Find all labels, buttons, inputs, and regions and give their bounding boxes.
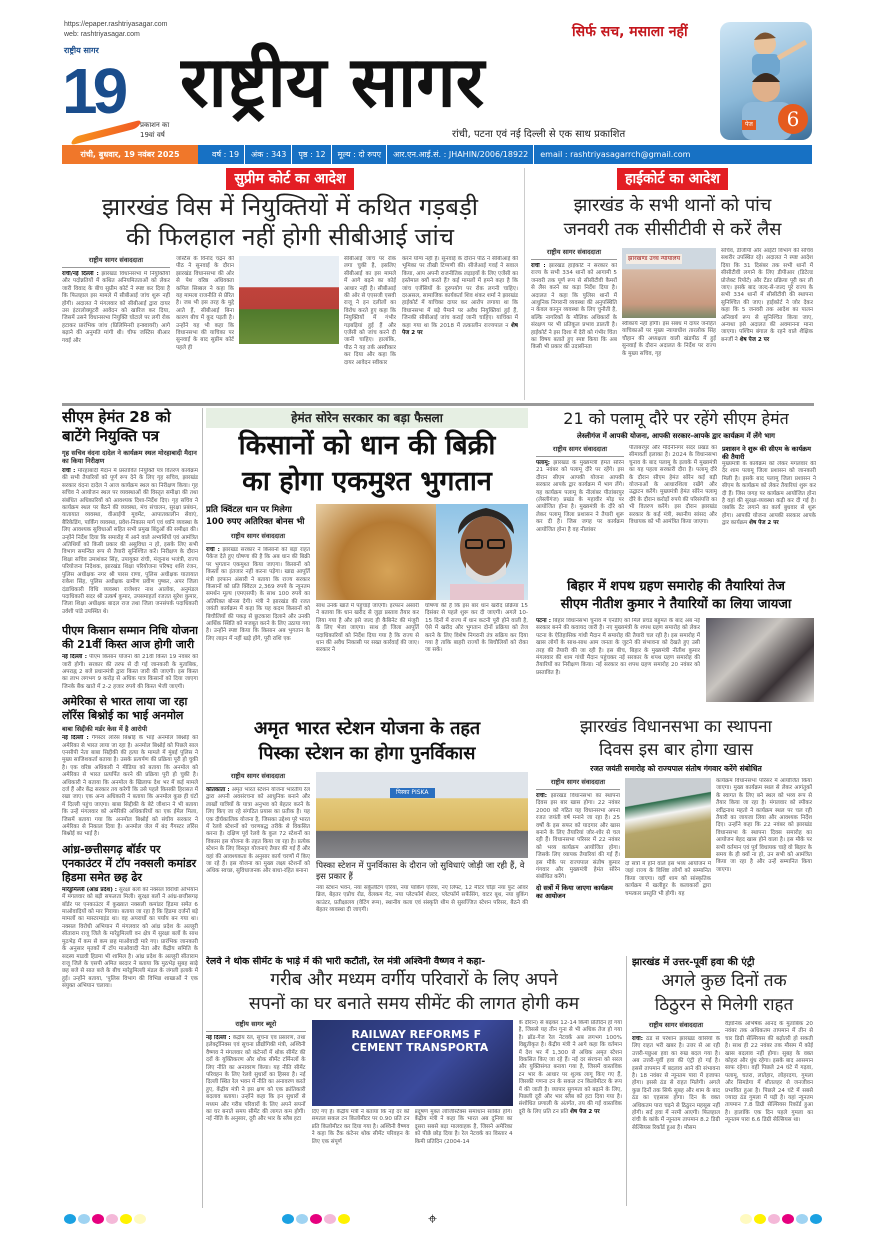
publication-cities: रांची, पटना एवं नई दिल्ली से एक साथ प्रकाशित — [452, 129, 626, 140]
dateline: नई दिल्ली : — [206, 1035, 231, 1041]
headline[interactable] — [206, 968, 622, 1016]
promo-page-tag: पेज — [742, 120, 756, 130]
headline-line-2: का होगा एकमुश्त भुगतान — [242, 466, 492, 497]
headline-line-2: सपनों का घर बनाते समय सीमेंट की लागत होगी कम — [248, 994, 580, 1014]
crosshair-registration-icon: ⌖ — [428, 1209, 438, 1228]
color-registration-right — [740, 1214, 822, 1224]
headline[interactable] — [536, 716, 816, 762]
dateline: रांची : — [206, 547, 220, 553]
headline[interactable]: पीएम किसान सम्मान निधि योजना की 21वीं किस्त आज होगी जारी — [62, 624, 198, 652]
byline: राष्ट्रीय सागर संवाददाता — [62, 256, 170, 268]
story-paddy-payment — [206, 408, 528, 712]
body-text-4: के दौरान) से बढ़कर 12-14 किमी प्रतिदिन हो गया है, जिससे यह तीन गुना से भी अधिक तेज हो गया है। ब्रॉड-गेज रेल नेटवर्क अब लगभग 100% विद्युतीकृत है। केंद्रीय मंत्री ने आगे कहा कि वर्तमान में देश भर में 1,300 से अधिक अमृत स्टेशन विकसित किए जा रहे हैं। नई दर संरचना को सरल और युक्तिसंगत बनाया गया है, जिसमें वास्तविक टन भार के आधार पर शुल्क लागू किए गए हैं, जिसकी गणना टन के सकल टन किलोमीटर के रूप में की जाती है। व्यापार सुगमता को बढ़ाने के लिए, पिछली दूरी और भार स्लैब को हटा दिया गया है। संशोधित प्रणाली के अंतर्गत, तय की गई वास्तविक दूरी के लिए प्रति टन प्रति — [518, 1020, 622, 1115]
dateline: रांची : — [531, 263, 546, 269]
magenta-dot-icon — [782, 1214, 794, 1224]
promo-page-number: 6 — [778, 104, 808, 134]
headline-line-1: झारखंड विधानसभा का स्थापना — [580, 717, 772, 737]
banner-line-1: RAILWAY REFORMS F — [351, 1028, 482, 1041]
subhead: रजत जयंती समारोह को राज्यपाल संतोष गंगवार करेंगे संबोधित — [590, 764, 762, 773]
headline[interactable]: अमेरिका से भारत लाया जा रहा लॉरेंस बिश्नोई का भाई अनमोल — [62, 695, 188, 723]
issue-date: रांची, बुधवार, 19 नवंबर 2025 — [62, 145, 198, 164]
column-4 — [519, 1020, 622, 1202]
light-cyan-dot-icon — [296, 1214, 308, 1224]
dateline: रांची: — [632, 1036, 643, 1042]
continued-link[interactable]: शेष पेज 2 पर — [749, 520, 779, 527]
dateline: मारेडुमिल्ली (आंध्र प्रदेश) : — [62, 886, 118, 893]
column-2: दो सत्रों में होने वाले इस भव्य आयोजन में जहां राज्य के विशिष्ट लोगों को सम्मानित किया जाएगा। वहीं शाम को सांस्कृतिक कार्यक्रम में खलीहुर के कलाकारों द्वारा चमत्कार प्रस्तुति भी होगी। यह — [625, 861, 711, 897]
web-url[interactable]: web: rashtriyasagar.com — [64, 31, 140, 38]
story-piska-station — [206, 716, 528, 952]
continued-link[interactable]: शेष पेज 2 पर — [570, 1108, 600, 1115]
column-subhead: दो सत्रों में किया जाएगा कार्यक्रम का आयोजन — [536, 883, 613, 900]
dateline: पटना : — [536, 618, 551, 624]
story-cm-appointment-letters — [62, 408, 198, 616]
story-anmol-bishnoi — [62, 695, 198, 839]
headline[interactable] — [206, 428, 528, 500]
dateline: कौतकाता : — [206, 787, 230, 793]
column-subhead: प्रशासन ने शुरू की सीएम के कार्यक्रम की तैयारी — [722, 445, 812, 461]
column-3: सीबीआई जांच पर रोक लगा चुकी है, इसलिए सीबीआई का इस मामले में आगे बढ़ने का कोई आधार नहीं है। सीबीआई की ओर से एएसजी एसवी राजू ने इन दलीलों का विरोध करते हुए कहा कि नियुक्तियों में गंभीर गड़बड़ियां हुई हैं और एजेंसी को जांच करने दी जानी चाहिए। हालांकि, पीठ ने यह तर्क अस्वीकार कर दिया और कहा कि दायर आवेदन स्वीकार — [344, 256, 396, 366]
issue-year: वर्ष : 19 — [212, 145, 245, 164]
light-yellow-dot-icon — [134, 1214, 146, 1224]
column-2: जस्टिस के विनोद चंद्रन की पीठ ने सुनवाई के दौरान झारखंड विधानसभा की ओर से पेश वरिष्ठ अधिवक्ता कपिल सिब्बल ने कहा कि यह मामला राजनीति से प्रेरित है। जब भी इस तरह के मुद्दे आते हैं, सीबीआई बिना कारण बीच में कूद पड़ती है। उन्होंने यह भी कहा कि विधानसभा की याचिका पर सुनवाई के बाद सुप्रीम कोर्ट पहले ही — [176, 256, 234, 351]
headline-line-1: अगले कुछ दिनों तक — [661, 971, 787, 991]
headline-line-2: पिस्का स्टेशन का होगा पुनर्विकास — [258, 743, 476, 764]
caption-body: नया स्टेशन भवन, नया सर्कुलेटिंग एरिया, नया पार्किंग एरिया, नए लिफ्ट, 12 मीटर चौड़ा नया फुट ओवर ब्रिज, बेहतर एप्रोच रोड, वेलकम गेट, नया प्लेटफॉर्म शेल्टर, प्लेटफॉर्म सर्फेसिंग, वाटर बूथ, नया बुकिंग काउंटर, प्रतीक्षालय (वेटिंग रूम), स्थानीय कला एवं संस्कृति थीम से सुसज्जित स्टेशन परिसर, बैठने की बेहतर व्यवस्था दी जाएगी। — [316, 885, 528, 914]
anniversary-text-1: प्रकाशन का — [140, 121, 170, 129]
magenta-dot-icon — [310, 1214, 322, 1224]
assembly-venue-photo — [625, 778, 711, 858]
body-text-3: सचिव, डीजीपी और आईटी विभाग की सचिव सशरीर उपस्थित रहे। अदालत ने स्पष्ट आदेश दिया कि 31 दिसंबर तक सभी थानों में सीसीटीवी लगाने के लिए डीपीआर (डिटेल्ड प्रोजेक्ट रिपोर्ट) और टेंडर प्रक्रिया पूरी कर ली जाए। इसके बाद जल्द-से-जल्द पूरे राज्य के सभी 334 थानों में सीसीटीवी की स्थापना सुनिश्चित की जाए। हाईकोर्ट ने जोर देकर कहा कि 5 जनवरी तक आदेश का पालन अनिवार्य रूप से सुनिश्चित किया जाए, अन्यथा इसे अदालत की अवमानना माना जाएगा। पश्चिम बंगाल के रहने वाले शैक्षिक बनर्जी ने — [721, 248, 813, 343]
banner-line-2: CEMENT TRANSPORTA — [351, 1041, 489, 1054]
story-bihar-oath — [536, 578, 816, 712]
light-magenta-dot-icon — [324, 1214, 336, 1224]
byline: राष्ट्रीय सागर संवाददाता — [632, 1021, 720, 1033]
dateline: पलामू: — [536, 460, 551, 466]
body-text: झारखंड हाईकोर्ट ने सरकार को राज्य के सभी 334 थानों को आगामी 5 जनवरी तक पूर्ण रूप से सीसीटीवी कैमरों से लैस करने का कड़ा निर्देश दिया है। अदालत ने कहा कि पुलिस थानों में आधुनिक निगरानी व्यवस्था की अनुपस्थिति न केवल कानून व्यवस्था के लिए चुनौती है, बल्कि नागरिकों के मौलिक अधिकारों के संरक्षण पर भी प्रतिकूल प्रभाव डालती है। हाईकोर्ट ने इस दिशा में देरी को गंभीर चिंता का विषय बताते हुए स्पष्ट किया कि अब किसी भी प्रकार की उदासीनता — [531, 263, 617, 351]
page-count: पृष्ठ : 12 — [298, 145, 331, 164]
headline-line-2: ठिठुरन से मिलेगी राहत — [654, 995, 794, 1015]
headline-line-2: की फिलहाल नहीं होगी सीबीआई जांच — [126, 223, 454, 251]
body-text: झारखंड सरकार ने किसानों को बड़ा राहत पैकेज देते हुए घोषणा की है कि अब धान की बिक्री पर भुगतान एकमुश्त किया जाएगा। किसानों को किस्तों का इंतजार नहीं करना पड़ेगा। खाद्य आपूर्ति मंत्री इरफान अंसारी ने बताया कि राज्य सरकार किसानों को प्रति क्विंटल 2,369 रुपये के न्यूनतम समर्थन मूल्य (एमएसपी) के साथ 100 रुपये का अतिरिक्त बोनस देगी। मंत्री ने झारखंड की रजत जयंती कार्यक्रम में कहा कि यह कदम किसानों को बिचौलियों की पकड़ से छुटकारा दिलाने और उनकी आर्थिक स्थिति को मजबूत करने के लिए उठाया गया है। उन्होंने स्पष्ट किया कि किसान अब भुगतान के लिए लाइन में नहीं खड़े होंगे, पूरी राशि एक — [206, 547, 310, 642]
headline[interactable]: आंध्र-छत्तीसगढ़ बॉर्डर पर एनकाउंटर में टॉप नक्सली कमांडर हिडमा समेत छह ढेर — [62, 842, 197, 884]
column-divider — [626, 956, 627, 1206]
header-urls — [64, 20, 168, 40]
column-3: घोषणा की है कि इस बार धान खरीद प्रक्रिया 15 दिसंबर से पहले शुरू कर दी जाएगी। अगले 10-15 दिनों में राज्य में धान कटनी पूरी होने वाली है, ऐसे में खरीद और भुगतान दोनों प्रक्रिया को तेज करने के लिए विशेष निगरानी तंत्र सक्रिय कर दिया गया है ताकि बाहरी राज्यों के बिचौलियों को रोका जा सके। — [425, 603, 528, 654]
byline: राष्ट्रीय सागर संवाददाता — [536, 778, 620, 790]
yellow-dot-icon — [338, 1214, 350, 1224]
section-label: हाईकोर्ट का आदेश — [617, 168, 728, 190]
left-column — [62, 408, 198, 1208]
cyan-dot-icon — [282, 1214, 294, 1224]
rni-number: आर.एन.आई.सं. : JHAHIN/2006/18922 — [393, 145, 534, 164]
headline-line-1: झारखंड विस में नियुक्तियों में कथित गड़बड़ी — [101, 193, 479, 221]
story-cement-freight — [206, 956, 622, 1206]
piska-station-photo — [316, 772, 528, 858]
kicker: रेलवे ने थोक सीमेंट के भाड़े में की भारी कटौती, रेल मंत्री अश्विनी वैष्णव ने कहा- — [206, 956, 486, 967]
headline-line-2: दिवस इस बार होगा खास — [598, 740, 754, 760]
headline[interactable]: सीएम हेमंत 28 को बाटेंगे नियुक्ति पत्र — [62, 408, 171, 445]
dateline: नई दिल्ली : — [62, 735, 89, 742]
body-text-3: मुख्यमंत्री के कार्यक्रम को लेकर मंगलवार की देर शाम पलामू जिला प्रशासन को जानकारी मिली है। इसके बाद पलामू जिला प्रशासन ने सीएम के कार्यक्रम को लेकर तैयारियां शुरू कर दी हैं। जिस जगह पर कार्यक्रम आयोजित होना है वहां की सुरक्षा-व्यवस्था कड़ी कर दी गई है। जबकि टेंट लगाने का कार्य बुधवार से शुरू होगा। आपकी योजना आपकी सरकार आपके द्वार कार्यक्रम — [722, 461, 816, 527]
dateline: रांची/नई दिल्ली : — [62, 271, 99, 277]
story-palamu-visit — [536, 408, 816, 574]
column-2: वैज्ञानिक अभिषेक आनंद के मुताबिक 20 नवंबर तक अधिकतम तापमान में तीन से चार डिग्री सेल्सियस की बढ़ोतरी हो सकती है। साथ ही 22 नवंबर तक मौसम में कोई खास बदलाव नहीं होगा। सुबह के वक्त कोहरा और धुंध रहेगा। इसके बाद आसमान साफ रहेगा। वहीं पिछले 24 घंटे में गढ़वा, पलामू, चतरा, लातेहार, लोहरदगा, गुमला और सिमडेगा में शीतलहर से जनजीवन प्रभावित हुआ है। पिछले 24 घंटे में सबसे ज्यादा ठंड गुमला में पड़ी है। यहां न्यूनतम तापमान 7.8 डिग्री सेल्सियस रिकॉर्ड हुआ है। हालांकि एक दिन पहले गुमला का न्यूनतम पारा 6.6 डिग्री सेल्सियस था। — [725, 1021, 813, 1124]
yellow-dot-icon — [754, 1214, 766, 1224]
kicker: झारखंड में उत्तर-पूर्वी हवा की एंट्री — [632, 957, 755, 968]
color-registration-center-left — [282, 1214, 350, 1224]
tagline: सिर्फ सच, मसाला नहीं — [572, 24, 688, 40]
headline-line-2: जनवरी तक सीसीटीवी से करें लैस — [563, 219, 782, 240]
anniversary-number: 19 — [62, 55, 124, 127]
high-court-photo — [622, 248, 716, 318]
headline-line-1: गरीब और मध्यम वर्गीय परिवारों के लिए अपने — [270, 970, 558, 990]
headline-line-2: सीएम नीतीश कुमार ने तैयारियों का लिया जायजा — [560, 597, 792, 612]
headline-line-1: बिहार में शपथ ग्रहण समारोह की तैयारियां तेज — [567, 579, 785, 594]
body-text: सुरक्षा बलों को नक्सल विरोधी अभियान में मंगलवार को बड़ी सफलता मिली। सुरक्षा बलों ने आंध्र-छत्तीसगढ़ बॉर्डर पर एनकाउंटर में कुख्यात नक्सली कमांडर हिडमा समेत 6 माओवादियों को मार गिराया। बताया जा रहा है कि हिडमा दर्जनों बड़े मामलों का मास्टरमाइंड था। वह अपराधों का पर्याय बन गया था। नक्सल विरोधी अभियान में मंगलवार को आंध्र प्रदेश के अल्लूरी सीताराम राजू जिले के मारेडुमिल्ली वन क्षेत्र में सुरक्षा बलों के साथ मुठभेड़ में कम से कम छह माओवादी मारे गए। प्रारंभिक जानकारी के अनुसार मृतकों में टॉप माओवादी नेता और केंद्रीय समिति के सदस्य माडवी हिडमा भी शामिल है। आंध्र प्रदेश के अल्लूरी सीताराम राजू जिले के एसपी अमित बरदार ने बताया कि मुठभेड़ सुबह साढ़े छह बजे से सात बजे के बीच मारेडुमिल्ली मंडल के जंगली इलाके में हुई। उन्होंने बताया, 'पुलिस विभाग की विभिन्न शाखाओं ने एक संयुक्त अभियान चलाया। — [62, 886, 198, 990]
column-3 — [721, 248, 813, 396]
railway-event-photo — [312, 1020, 513, 1106]
headline-line-1: अमृत भारत स्टेशन योजना के तहत — [253, 718, 481, 739]
light-magenta-dot-icon — [106, 1214, 118, 1224]
paddy-grain-photo — [316, 504, 436, 600]
headline-line-1: झारखंड के सभी थानों को पांच — [573, 195, 772, 216]
light-yellow-dot-icon — [740, 1214, 752, 1224]
continued-link[interactable]: शेष पेज 2 पर — [739, 336, 770, 343]
body-text: अमृत भारत स्टेशन योजना भारतीय रेल द्वारा अपनी अवसंरचना को आधुनिक बनाने और लाखों यात्रियों के यात्रा अनुभव को बेहतर करने के लिए किए जा रहे संगठित प्रयास का प्रतीक है। यह एक दीर्घकालिक योजना है, जिसका उद्देश्य पूरे भारत में रेलवे स्टेशनों को चरणबद्ध तरीके से विकसित करना है। दक्षिण पूर्व रेलवे के कुल 72 स्टेशनों का विकास इस योजना के तहत किया जा रहा है। प्रत्येक स्टेशन के लिए विस्तृत योजनाएं तैयार की गई हैं और वहां की आवश्यकता के अनुसार कार्य चरणों में किए जा रहे हैं। इस योजना का मुख्य लक्ष्य स्टेशनों को अधिक स्वच्छ, सुविधाजनक और बाधा-रहित बनाना — [206, 787, 310, 875]
headline[interactable]: 21 को पलामू दौरे पर रहेंगे सीएम हेमंत — [563, 409, 789, 428]
story-hidma-encounter — [62, 843, 198, 991]
column-2: दिए गए हैं। केंद्रीय मंत्री ने बताया कि नई दर को समतल सकल टन किलोमीटर पर 0.90 प्रति टन प्रति किलोमीटर कर दिया गया है। अश्विनी वैष्णव ने कहा कि टैंक कंटेनर थोक सीमेंट परिवहन के लिए एक संपूर्ण — [311, 1109, 410, 1145]
kicker: हेमंत सोरेन सरकार का बड़ा फैसला — [206, 408, 528, 428]
column-2: साथ उनके खाते में पहुंचाई जाएगी। इरफान अंसारी ने बताया कि धान खरीद से जुड़ा प्रस्ताव तैयार कर लिया गया है और इसे जल्द ही कैबिनेट की मंजूरी के लिए भेजा जाएगा। साथ ही जिला आपूर्ति पदाधिकारियों को निर्देश दिया गया है कि राज्य से धान की अवैध निकासी पर सख्त कार्रवाई की जाए। सरकार ने — [316, 603, 419, 654]
body-text: झारखंड विधानसभा में नियुक्तियों और पदोन्नतियों में कथित अनियमितताओं को लेकर जारी विवाद के बीच सुप्रीम कोर्ट ने स्पष्ट कर दिया है कि फिलहाल इस मामले में सीबीआई जांच शुरू नहीं होगी। अदालत ने मंगलवार को सीबीआई द्वारा दायर उस इंटरलोक्यूटरी आवेदन को खारिज कर दिया, जिसमें उसने विधानसभा नियुक्ति घोटाले पर लगी रोक हटाकर प्रारंभिक जांच (प्रिलिमिनरी इन्क्वायरी) आगे बढ़ाने की अनुमति मांगी थी। चीफ जस्टिस बीआर गवई और — [62, 271, 170, 344]
yellow-dot-icon — [120, 1214, 132, 1224]
column-4 — [402, 256, 518, 396]
body-text: झारखंड के मुख्यमंत्री हेमंत सोरेन 21 नवंबर को पलामू दौरे पर रहेंगे। इस दौरान सीएम आपकी योजना आपकी सरकार आपके द्वार कार्यक्रम में भाग लेंगे। यह कार्यक्रम पलामू के नीलांबर पीतांबरपुर (लेस्लीगंज) प्रखंड के महावीर मोड़ पर आयोजित होना है। मुख्यमंत्री के दौरे को लेकर पलामू जिला प्रशासन ने तैयारी शुरू कर दी है। जिस जगह पर कार्यक्रम आयोजित होना है वह नीलांबर — [536, 460, 624, 533]
story-weather — [632, 956, 816, 1206]
continued-link[interactable]: शेष पेज 2 पर — [402, 322, 518, 337]
byline: राष्ट्रीय सागर संवाददाता — [206, 532, 310, 544]
hemant-soren-photo — [436, 504, 528, 600]
anniversary-logo — [62, 44, 174, 144]
station-sign: पिस्का PISKA — [390, 788, 435, 798]
anniversary-text — [140, 120, 169, 140]
body-text: झारखंड विधानसभा का स्थापना दिवस इस बार खास होगा। 22 नवंबर 2000 को गठित यह विधानसभा अपना रजत जयंती वर्ष मनाने जा रहा है। 25 वर्षों के इस सफर को यादगार और खास बनाने के लिए तैयारियां जोर-शोर से चल रही हैं। विधानसभा परिसर में 22 नवंबर को भव्य कार्यक्रम आयोजित होगा। जिसके लिए व्यापक तैयारियां की गई हैं। इस मौके पर राज्यपाल संतोष कुमार गंगवार और मुख्यमंत्री हेमंत सोरेन संबोधित करेंगे। — [536, 793, 620, 881]
body-text: पीएम किसान योजना की 21वीं किस्त 19 नवंबर को जारी होगी। सरकार की तरफ से दी गई जानकारी के मुताबिक, अपराह्न 2 बजे प्रधानमंत्री द्वारा किस्त जारी की जाएगी। इस किस्त का लाभ लगभग 9 करोड़ से अधिक पात्र किसानों को दिया जाएगा जिनके बैंक खाते में 2-2 हजार रुपये की किस्त भेजी जाएगी। — [62, 654, 198, 690]
story-assembly-foundation-day — [536, 716, 816, 952]
dateline: रांची : — [62, 468, 76, 474]
body-text: बिहार विधानसभा चुनाव में एनडीए को मिले प्रचंड बहुमत के बाद अब नई सरकार बनने की कवायद जारी है। नए मुख्यमंत्री के शपथ ग्रहण समारोह को लेकर पटना के ऐतिहासिक गांधी मैदान में समारोह की तैयारी चल रही है। इस समारोह में खास लोगों के साथ-साथ आम जनता के जुटने की संभावना को देखते हुए उसी तरह की तैयारी की जा रही है। इस बीच, बिहार के मुख्यमंत्री नीतीश कुमार मंगलवार की शाम गांधी मैदान पहुंचकर नई सरकार के शपथ ग्रहण समारोह की तैयारियों का निरीक्षण किया। नई सरकार का शपथ ग्रहण समारोह 20 नवंबर को प्रस्तावित है। — [536, 618, 700, 676]
person-portrait-icon — [436, 504, 528, 600]
cyan-dot-icon — [810, 1214, 822, 1224]
section-label: सुप्रीम कोर्ट का आदेश — [226, 168, 353, 190]
promo-box-page-6[interactable] — [720, 22, 812, 140]
subhead: लेस्लीगंज में आपकी योजना, आपकी सरकार-आपके द्वार कार्यक्रम में लेंगे भाग — [577, 432, 775, 440]
photo-sign-text: झारखण्ड उच्च न्यायालय — [628, 255, 681, 262]
column-1 — [62, 256, 170, 396]
event-banner — [352, 1028, 489, 1054]
column-2: स्वीकार्य नहीं होगी। इस संबंध में दायर जनहित याचिकाओं पर मुख्य न्यायाधीश तारलोक सिंह चौहान की अध्यक्षता वाली खंडपीठ में हुई सुनवाई के दौरान अदालत के निर्देश पर राज्य के मुख्य सचिव, गृह — [622, 321, 716, 357]
subhead: प्रति क्विंटल धान पर मिलेगा 100 रुपए अतिरिक्त बोनस भी — [206, 505, 305, 527]
headline[interactable] — [536, 578, 816, 614]
body-text: केंद्रीय रेल, सूचना एवं प्रसारण, तथा इलेक्ट्रॉनिक्स एवं सूचना प्रौद्योगिकी मंत्री, अश्विनी वैष्णव ने मंगलवार को कंटेनरों में थोक सीमेंट की दरों के युक्तिकरण और थोक सीमेंट टर्मिनलों के लिए नीति का अनावरण किया। यह नीति सीमेंट परिवहन के लिए रेलवे सुधारों का हिस्सा है। नई दिल्ली स्थित रेल भवन में नीति का अनावरण करते हुए, केंद्रीय मंत्री ने इस क्षण को एक क्रांतिकारी बदलाव बताया। उन्होंने कहा कि इन सुधारों से मध्यम और गरीब परिवारों के लिए अपने सपनों का घर बनाते समय सीमेंट की लागत कम होगी। नई नीति के अनुसार, दूरी और भार के स्लैब हटा — [206, 1035, 306, 1123]
magenta-dot-icon — [92, 1214, 104, 1224]
headline[interactable] — [206, 716, 528, 766]
anniversary-text-2: 19वां वर्ष — [140, 131, 165, 139]
subhead: गृह सचिव वंदना दादेल ने कार्यक्रम स्थल मोरहाबादी मैदान का किया निरीक्षण — [62, 449, 197, 465]
byline: राष्ट्रीय सागर ब्यूरो — [206, 1020, 306, 1032]
masthead: राष्ट्रीय सागर — [180, 41, 485, 123]
body-text: गैंगस्टर लॉरेंस बिश्नोई के भाई अनमोल बिश्नोई को अमेरिका से भारत लाया जा रहा है। अनमोल बिश्नोई को पिछले साल एनसीपी नेता बाबा सिद्दीकी की हत्या के मामले में मुंबई पुलिस ने मुख्य साजिशकर्ता बताया है। उसके प्रत्यर्पण की प्रक्रिया पूरी हो चुकी है। एक वरिष्ठ अधिकारी ने मीडिया को बताया कि अनमोल को अमेरिका से भारत प्रत्यर्पित करने की प्रक्रिया पूरी हो चुकी है। अधिकारी ने बताया कि अनमोल के खिलाफ देश भर में कई मामले दर्ज हैं और केंद्र सरकार तय करेगी कि उसे पहले किसकी हिरासत में रखा जाए। एक अन्य अधिकारी ने बताया कि अनमोल कुछ ही घंटों में दिल्ली पहुंच जाएगा। बाबा सिद्दीकी के बेटे जीशान ने भी बताया कि उन्हें मंगलवार को अमेरिकी अधिकारियों का एक ईमेल मिला, जिसमें बताया गया कि अनमोल बिश्नोई को संघीय सरकार ने अमेरिका से निकाल दिया है। अनमोल जेल में बंद गैंगस्टर लॉरेंस बिश्नोई का भाई है। — [62, 735, 198, 838]
headline[interactable] — [632, 969, 816, 1017]
issue-meta — [198, 145, 812, 164]
body-text-4: करने योग्य नहीं है। सुनवाई के दौरान पीठ ने सीबीआई की भूमिका पर तीखी टिप्पणी की। सीजेआई गवई ने सवाल किया, आप अपनी राजनीतिक लड़ाइयों के लिए एजेंसी का इस्तेमाल क्यों करते हैं? कई मामलों में हमने कहा है कि जांच एजेंसियों के दुरुपयोग पर रोक लगनी चाहिए। दरअसल, सामाजिक कार्यकर्ता शिव शंकर शर्मा ने झारखंड हाईकोर्ट में याचिका दायर कर आरोप लगाया था कि विधानसभा में बड़े पैमाने पर अवैध नियुक्तियां हुई हैं, जिनकी सीबीआई जांच कराई जानी चाहिए। याचिका में कहा गया था कि 2018 में तत्कालीन राज्यपाल न — [402, 256, 518, 329]
byline: राष्ट्रीय सागर संवाददाता — [536, 445, 624, 457]
color-registration-left — [64, 1214, 146, 1224]
body-text: ठंड से परेशान झारखंड वासियों के लिए राहत भरी खबर है। उत्तर से आ रही उत्तरी-पछुआ हवा का रुख बदल गया है। अब उत्तरी-पूर्वी हवा की एंट्री हो गई है। इससे तापमान में बदलाव आने की संभावना है। 18 नवंबर से न्यूनतम पारा में इजाफा होगा। इससे ठंड से राहत मिलेगी। अगले कुछ दिनों तक सिर्फ सुबह और शाम के बाद ठंड का एहसास होगा। दिन के वक्त अधिकतम पारा चढ़ने से ठिठुरन महसूस नहीं होगी। सर्द हवा में नरमी आएगी। फिलहाल रांची के कांके में न्यूनतम तापमान 8.2 डिग्री सेल्सियस रिकॉर्ड हुआ है। मौसम — [632, 1036, 720, 1131]
body-text: मोरहाबादी मैदान में प्रस्तावित नियुक्ति पत्र वितरण कार्यक्रम की सभी तैयारियों को पूर्ण रूप देने के लिए गृह सचिव, झारखंड सरकार वंदना दादेल ने आज कार्यक्रम स्थल का निरीक्षण किया। गृह सचिव ने आयोजन स्थल पर व्यवस्थाओं की विस्तृत समीक्षा की तथा संबंधित अधिकारियों को आवश्यक दिशा-निर्देश दिए। गृह सचिव ने कार्यक्रम स्थल पर बैठने की व्यवस्था, मंच संचालन, सुरक्षा प्रबंधन, यातायात व्यवस्था, वीआईपी मूवमेंट, आपातकालीन सेवाएं, बैरिकेडिंग, पार्किंग व्यवस्था, प्रवेश-निकास मार्ग एवं ध्वनि व्यवस्था के लिए आवश्यक सुविधाओं सहित सभी प्रमुख बिंदुओं की समीक्षा की। उन्होंने निर्देश दिया कि समारोह में आने वाले अभ्यर्थियों एवं आमंत्रित अतिथियों को किसी प्रकार की असुविधा न हो, इसके लिए सभी विभाग समन्वित रूप से तैयारी सुनिश्चित करें। निरीक्षण के दौरान शिक्षा सचिव उमाशंकर सिंह, उपायुक्त रांची, मंजूनाथ भजंत्री, राज्य परियोजना निदेशक, झारखंड शिक्षा परियोजना परिषद शशि रंजन, पुलिस अधीक्षक नगर श्री पारस राणा, पुलिस अधीक्षक यातायात राकेश सिंह, पुलिस अधीक्षक ग्रामीण प्रवीण पुष्कर, अपर जिला दंडाधिकारी विधि व्यवस्था राजेश्वर नाथ आलोक, अनुमंडल पदाधिकारी सदर श्री उत्कर्ष कुमार, उपसमाहर्ता रजतत सुरेश कुमार, जिला शिक्षा अधीक्षक बादल राज तथा जिला जनसंपर्क पदाधिकारी उर्वशी पांडे उपस्थित थे। — [62, 468, 198, 615]
issue-number: अंक : 343 — [251, 145, 292, 164]
headline-line-1: किसानों को धान की बिक्री — [238, 430, 496, 461]
story-pm-kisan — [62, 624, 198, 691]
light-magenta-dot-icon — [768, 1214, 780, 1224]
story-supreme-court — [62, 168, 518, 400]
dateline: रांची: — [536, 793, 547, 799]
story-high-court — [524, 168, 814, 400]
info-bar — [62, 145, 812, 164]
column-3: प्रदूषण मुक्त लॉजिस्टिक्स समाधान साबित होंगे। केंद्रीय मंत्री ने कहा कि भारत अब दुनिया का दूसरा सबसे बड़ा मालवाहक है, जिसने अमेरिका को पीछे छोड़ दिया है। रेल नेटवर्क का विस्तार 4 किमी प्रतिदिन (2004-14 — [414, 1109, 513, 1145]
supreme-court-photo — [239, 256, 339, 344]
price: मूल्य : दो रुपए — [338, 145, 387, 164]
nitish-kumar-photo — [706, 618, 814, 702]
byline: राष्ट्रीय सागर संवाददाता — [206, 772, 310, 784]
epaper-url[interactable]: https://epaper.rashtriyasagar.com — [64, 21, 168, 28]
email[interactable]: email : rashtriyasagarrch@gmail.com — [540, 150, 691, 159]
column-2: पीतांबरपुर और मेदिनीनगर सदर प्रखंड का सीमावर्ती इलाका है। 2024 के विधानसभा चुनाव के बाद पलामू के इलाके में मुख्यमंत्री का यह पहला सरकारी दौरा है। पलामू दौरे के दौरान सीएम हेमंत सोरेन कई बड़ी योजनाओं के आधारशिला रखेंगे और उद्घाटन करेंगे। मुख्यमंत्री हेमंत सोरेन पलामू दौरे के दौरान करोड़ों रुपये की परिसंपत्ति का भी वितरण करेंगे। इस दौरान झारखंड सरकार के कई मंत्री, स्थानीय सांसद और विधायक को भी आमंत्रित किया जाएगा। — [629, 445, 717, 526]
section-divider — [62, 403, 814, 406]
headline[interactable] — [62, 192, 518, 252]
caption-heading: पिस्का स्टेशन में पुनर्विकास के दौरान जो सुविधाएं जोड़ी जा रही हैं, वे इस प्रकार हैं — [316, 861, 525, 882]
column-divider — [202, 408, 203, 1208]
light-cyan-dot-icon — [78, 1214, 90, 1224]
byline: राष्ट्रीय सागर संवाददाता — [531, 248, 617, 260]
cyan-dot-icon — [64, 1214, 76, 1224]
subhead: बाबा सिद्दीकी मर्डर केस में है आरोपी — [62, 725, 148, 734]
light-cyan-dot-icon — [796, 1214, 808, 1224]
headline[interactable] — [531, 194, 814, 242]
dateline: नई दिल्ली : — [62, 654, 87, 661]
column-3: कार्यक्रम विधानसभा परिसर में आयोजित किया जाएगा। मुख्य कार्यक्रम स्थल से लेकर आगंतुकों के स्वागत के लिए बने स्थल को भव्य रूप से तैयार किया जा रहा है। मंगलवार को स्पीकर रवींद्रनाथ महतो ने कार्यक्रम स्थल पर चल रही तैयारी का जायजा लिया और आवश्यक निर्देश दिए। उन्होंने कहा कि 22 नवंबर को झारखंड विधानसभा के स्थापना दिवस समारोह का आयोजन बेहद खास होने वाला है। इस मौके पर सभी वर्तमान एवं पूर्व विधायक चाहे वो बिहार के समय के ही क्यों ना हो, उन सभी को आमंत्रित किया जा रहा है और उन्हें सम्मानित किया जाएगा। — [716, 778, 812, 873]
column-1 — [531, 248, 617, 396]
anniversary-brand: राष्ट्रीय सागर — [64, 46, 99, 55]
